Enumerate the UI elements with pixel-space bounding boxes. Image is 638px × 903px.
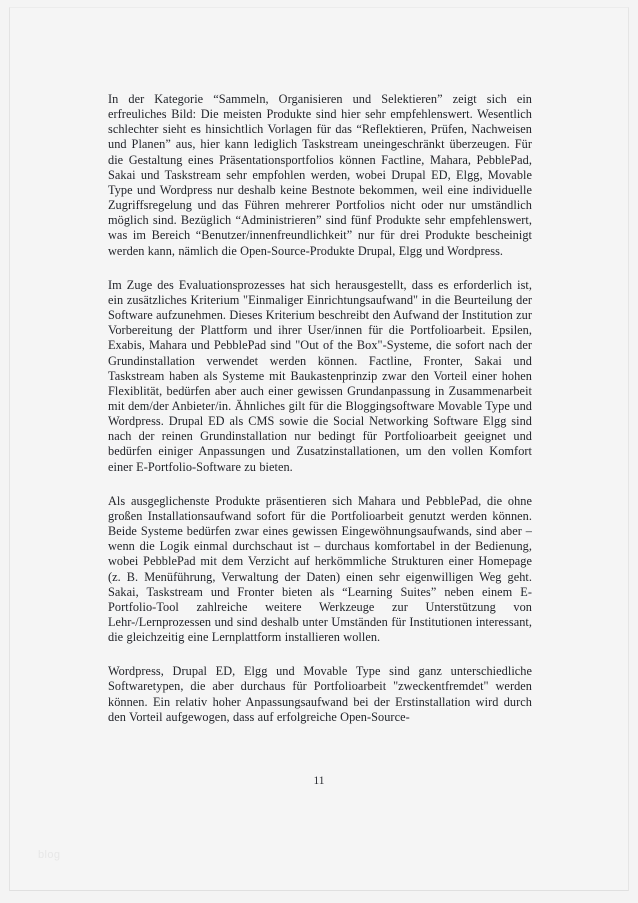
paragraph-4: Wordpress, Drupal ED, Elgg und Movable Type sind ganz unterschiedliche Softwaretypen, die aber durchaus für Portfolioarbeit "zweckentfremdet" werden können. Ein relativ hoher Anpassungsaufwand bei der Erstinstallation wird durch den Vorteil aufgewogen, dass auf erfolgreiche Open-Source- [108,664,532,724]
watermark-text: blog [38,849,61,861]
paragraph-3: Als ausgeglichenste Produkte präsentieren sich Mahara und PebblePad, die ohne großen Installationsaufwand sofort für die Portfolioarbeit genutzt werden können. Beide Systeme bedürfen zwar eines gewissen Eingewöhnungsaufwands, sind aber – wenn die Logik einmal durchschaut ist – durchaus komfortabel in der Bedienung, wobei PebblePad mit dem Verzicht auf herkömmliche Strukturen einer Homepage (z. B. Menüführung, Verwaltung der Daten) einen sehr eigenwilligen Weg geht. Sakai, Taskstream und Fronter bieten als “Learning Suites” neben einem E-Portfolio-Tool zahlreiche weitere Werkzeuge zur Unterstützung von Lehr-/Lernprozessen und sind deshalb unter Umständen für Institutionen interessant, die gleichzeitig eine Lernplattform installieren wollen. [108,493,532,645]
paragraph-1: In der Kategorie “Sammeln, Organisieren und Selektieren” zeigt sich ein erfreuliches Bild: Die meisten Produkte sind hier sehr empfehlenswert. Wesentlich schlechter sieht es hinsichtlich Vorlagen für das “Reflektieren, Prüfen, Nachweisen und Planen” aus, hier kann lediglich Taskstream uneingeschränkt überzeugen. Für die Gestaltung eines Präsentationsportfolios können Factline, Mahara, PebblePad, Sakai und Taskstream sehr empfohlen werden, wobei Drupal ED, Elgg, Movable Type und Wordpress nur deshalb keine Bestnote bekommen, weil eine individuelle Zugriffsregelung und das Führen mehrerer Portfolios nicht oder nur umständlich möglich sind. Bezüglich “Administrieren” sind fünf Produkte sehr empfehlenswert, was im Bereich “Benutzer/innenfreundlichkeit” nur für drei Produkte bescheinigt werden kann, nämlich die Open-Source-Produkte Drupal, Elgg und Wordpress. [108,92,532,258]
page-number: 11 [313,775,325,787]
body-text-column [108,92,532,725]
paragraph-2: Im Zuge des Evaluationsprozesses hat sich herausgestellt, dass es erforderlich ist, ein zusätzliches Kriterium "Einmaliger Einrichtungsaufwand" in die Beurteilung der Software aufzunehmen. Dieses Kriterium beschreibt den Aufwand der Institution zur Vorbereitung der Plattform und ihrer User/innen für die Portfolioarbeit. Epsilen, Exabis, Mahara und PebblePad sind "Out of the Box"-Systeme, die sofort nach der Grundinstallation verwendet werden können. Factline, Fronter, Sakai und Taskstream haben als Systeme mit Baukastenprinzip zwar den Vorteil einer hohen Flexiblität, bedürfen aber auch einer gewissen Grundanpassung in Zusammenarbeit mit dem/der Anbieter/in. Ähnliches gilt für die Bloggingsoftware Movable Type und Wordpress. Drupal ED als CMS sowie die Social Networking Software Elgg sind nach der reinen Grundinstallation nur bedingt für Portfolioarbeit geeignet und bedürfen einiger Anpassungen und Zusatzinstallationen, um den vollen Komfort einer E-Portfolio-Software zu bieten. [108,277,532,474]
